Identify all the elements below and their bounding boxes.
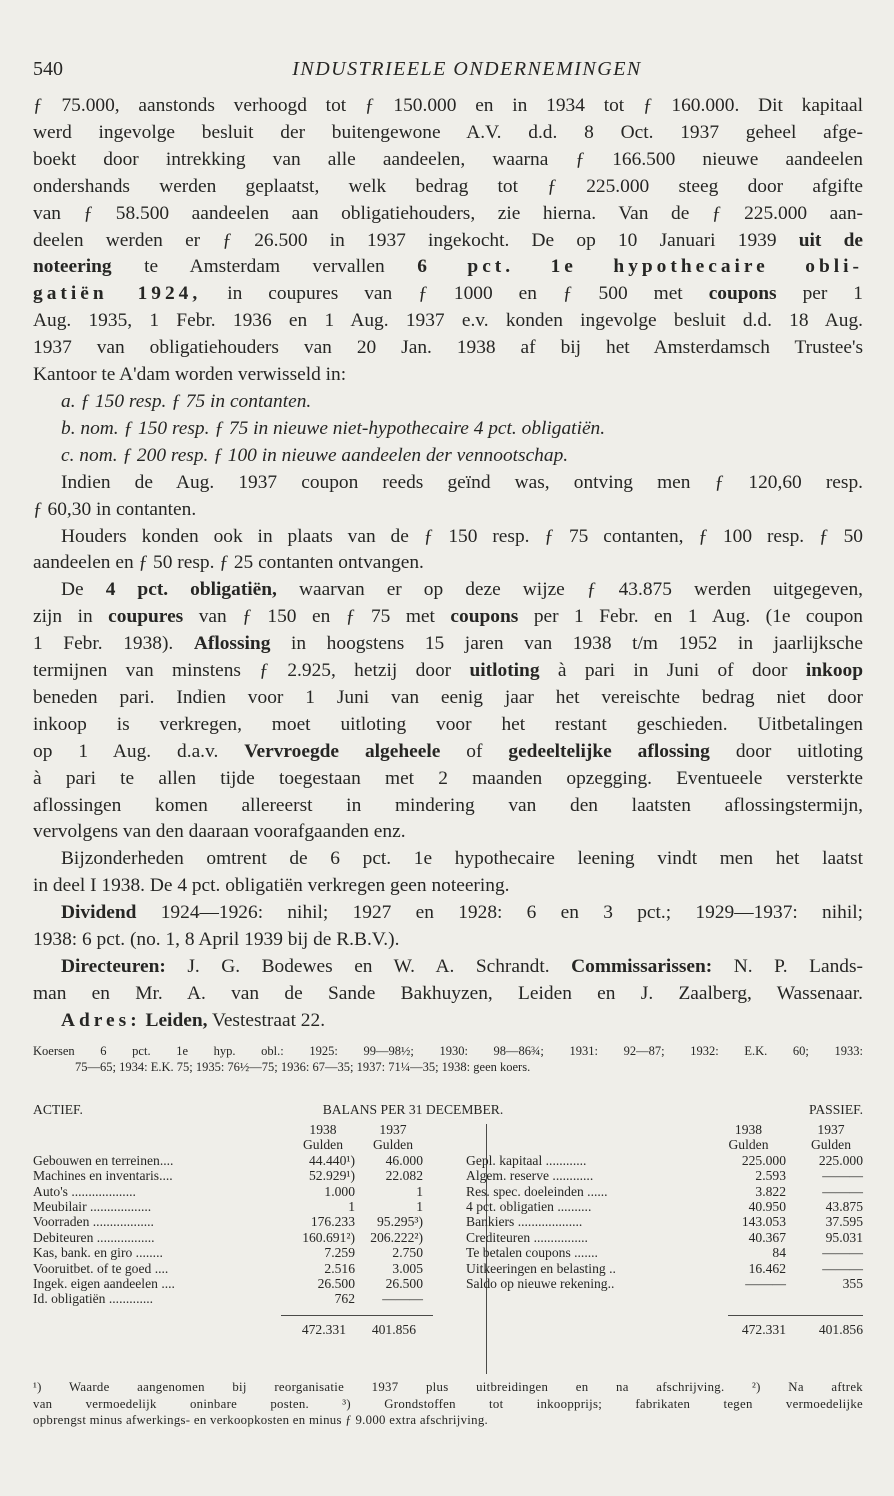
actief-row-label: Meubilair .................. — [33, 1198, 152, 1214]
spaced-bold-run: gatiën 1924, — [33, 283, 202, 305]
actief-row — [33, 1214, 473, 1229]
unit-label: Gulden — [302, 1137, 344, 1153]
total-actief-1938: 472.331 — [301, 1321, 346, 1337]
total-passief-1937: 401.856 — [818, 1321, 863, 1337]
actief-value-1938: 7.259 — [324, 1245, 355, 1261]
text-line: 1937 van obligatiehouders van 20 Jan. 1938 af bij het Amsterdamsch Trustee's — [33, 337, 863, 359]
actief-value-1938: 1.000 — [324, 1183, 355, 1199]
text-line: in deel I 1938. De 4 pct. obligatiën verkregen geen noteering. — [33, 875, 510, 897]
unit-label: Gulden — [372, 1137, 414, 1153]
text-line — [33, 658, 863, 685]
actief-row-label: Id. obligatiën ............. — [33, 1291, 154, 1307]
bold-run: uitloting — [469, 660, 540, 682]
bold-run: Directeuren: — [61, 956, 166, 977]
text-line: ƒ 60,30 in contanten. — [33, 498, 197, 520]
actief-column — [33, 1122, 473, 1337]
text-run: 1 Febr. 1938). — [33, 633, 174, 655]
actief-row-label: Gebouwen en terreinen.... — [33, 1152, 174, 1168]
passief-row-label: 4 pct. obligatien .......... — [466, 1198, 592, 1214]
text-run: te Amsterdam vervallen — [144, 256, 385, 278]
text-line: werd ingevolge besluit der buitengewone A.V. d.d. 8 Oct. 1937 geheel afge- — [33, 121, 863, 143]
text-line — [33, 739, 863, 766]
text-run: per 1 — [802, 283, 864, 305]
text-line: inkoop is verkregen, moet uitloting voor het restant geschieden. Uitbetalingen — [33, 713, 863, 735]
passief-row — [466, 1230, 863, 1245]
actief-row-label: Vooruitbet. of te goed .... — [33, 1260, 169, 1276]
actief-row-label: Debiteuren ................. — [33, 1229, 155, 1245]
actief-row — [33, 1245, 473, 1260]
bold-run: Commissarissen: — [571, 956, 713, 977]
text-run: door uitloting — [735, 740, 863, 762]
passief-row — [466, 1153, 863, 1168]
actief-row — [33, 1168, 473, 1183]
passief-row-label: Algem. reserve ............ — [466, 1168, 594, 1184]
passief-row-label: Gepl. kapitaal ............ — [466, 1152, 587, 1168]
total-actief-1937: 401.856 — [371, 1321, 416, 1337]
passief-value-1938: 40.367 — [748, 1229, 786, 1245]
passief-column — [466, 1122, 863, 1337]
actief-row-label: Ingek. eigen aandeelen .... — [33, 1275, 175, 1291]
text-line: à pari te allen tijde toegestaan met 2 maanden opzegging. Eventueele versterkte — [33, 767, 863, 789]
text-line — [33, 577, 863, 604]
bold-run: Dividend — [61, 902, 137, 924]
text-line — [33, 604, 863, 631]
passief-row-label: Bankiers ................... — [466, 1214, 583, 1230]
passief-value-1937: ——— — [822, 1168, 863, 1184]
running-title: INDUSTRIEELE ONDERNEMINGEN — [292, 58, 642, 80]
actief-value-1938: 160.691²) — [302, 1229, 355, 1245]
text-run: zijn in — [33, 606, 93, 628]
unit-label: Gulden — [810, 1137, 852, 1153]
actief-row — [33, 1291, 473, 1306]
text-run: op 1 Aug. d.a.v. — [33, 740, 219, 762]
koersen-block — [33, 1043, 863, 1075]
list-item: c. nom. ƒ 200 resp. ƒ 100 in nieuwe aandeelen der vennootschap. — [61, 444, 569, 466]
text-run: deelen werden er ƒ 26.500 in 1937 ingekocht. De op 10 Januari 1939 — [33, 229, 777, 251]
total-rule — [728, 1315, 863, 1316]
passief-value-1938: 143.053 — [741, 1214, 786, 1230]
text-line — [33, 1008, 863, 1035]
text-run: in hoogstens 15 jaren van 1938 t/m 1952 in jaarlijksche — [291, 633, 863, 655]
koersen-line: 75—65; 1934: E.K. 75; 1935: 76½—75; 1936: 67—35; 1937: 71¼—35; 1938: geen koers. — [75, 1060, 531, 1074]
footnote-line: ¹) Waarde aangenomen bij reorganisatie 1937 plus uitbreidingen en na afschrijving. ²) Na aftrek — [33, 1380, 863, 1394]
text-line: Kantoor te A'dam worden verwisseld in: — [33, 364, 347, 386]
text-line: aflossingen komen allereerst in mindering van den laatsten aflossingstermijn, — [33, 794, 863, 816]
total-passief-1938: 472.331 — [741, 1321, 786, 1337]
text-line: Aug. 1935, 1 Febr. 1936 en 1 Aug. 1937 e.v. konden ingevolge besluit d.d. 18 Aug. — [33, 310, 863, 332]
unit-row — [33, 1137, 473, 1152]
footnote-line: opbrengst minus afwerkings- en verkoopkosten en minus ƒ 9.000 extra afschrijving. — [33, 1413, 489, 1427]
text-run: per 1 Febr. en 1 Aug. (1e coupon — [533, 606, 864, 628]
text-run: waarvan er op deze wijze ƒ 43.875 werden uitgegeven, — [298, 579, 863, 601]
koersen-line: Koersen 6 pct. 1e hyp. obl.: 1925: 99—98½; 1930: 98—86¾; 1931: 92—87; 1932: E.K. 60; 1933: — [33, 1044, 863, 1058]
passief-value-1938: 225.000 — [741, 1152, 786, 1168]
text-line: ƒ 75.000, aanstonds verhoogd tot ƒ 150.000 en in 1934 tot ƒ 160.000. Dit kapitaal — [33, 95, 863, 116]
text-line: Houders konden ook in plaats van de ƒ 150 resp. ƒ 75 contanten, ƒ 100 resp. ƒ 50 — [61, 525, 863, 547]
actief-label: ACTIEF. — [33, 1102, 83, 1117]
passief-value-1938: 40.950 — [748, 1198, 786, 1214]
text-line — [33, 281, 863, 308]
page-header — [33, 58, 861, 88]
actief-value-1937: 26.500 — [385, 1275, 423, 1291]
passief-row — [466, 1245, 863, 1260]
passief-row — [466, 1199, 863, 1214]
actief-row — [33, 1276, 473, 1291]
passief-value-1937: 37.595 — [825, 1214, 863, 1230]
text-run: termijnen van minstens ƒ 2.925, hetzij door — [33, 660, 452, 682]
body-text — [33, 93, 863, 1035]
actief-row-label: Voorraden .................. — [33, 1214, 154, 1230]
bold-run: coupons — [450, 606, 519, 628]
passief-value-1937: ——— — [822, 1245, 863, 1261]
passief-row — [466, 1184, 863, 1199]
list-item: a. ƒ 150 resp. ƒ 75 in contanten. — [61, 390, 312, 412]
text-line: Indien de Aug. 1937 coupon reeds geïnd was, ontving men ƒ 120,60 resp. — [61, 471, 863, 493]
text-line: beneden pari. Indien voor 1 Juni van eenig jaar het vereischte bedrag niet door — [33, 686, 863, 708]
passief-row — [466, 1276, 863, 1291]
text-line: van ƒ 58.500 aandeelen aan obligatiehouders, zie hierna. Van de ƒ 225.000 aan- — [33, 202, 863, 224]
passief-row-label: Uitkeeringen en belasting .. — [466, 1260, 616, 1276]
balance-title: BALANS PER 31 DECEMBER. — [322, 1102, 504, 1117]
passief-value-1937: 355 — [842, 1275, 863, 1291]
passief-label: PASSIEF. — [809, 1102, 863, 1117]
text-line: Bijzonderheden omtrent de 6 pct. 1e hypothecaire leening vindt men het laatst — [61, 848, 863, 870]
text-line — [33, 631, 863, 658]
bold-run: coupures — [108, 606, 184, 628]
list-item: b. nom. ƒ 150 resp. ƒ 75 in nieuwe niet-hypothecaire 4 pct. obligatiën. — [61, 417, 606, 439]
year-1937: 1937 — [817, 1122, 845, 1137]
passief-row — [466, 1168, 863, 1183]
footnote-line: van vermoedelijk oninbare posten. ³) Grondstoffen tot inkoopprijs; fabrikaten tegen vermoedelijke — [33, 1396, 863, 1411]
passief-row-label: Te betalen coupons ....... — [466, 1245, 598, 1261]
year-1938: 1938 — [734, 1122, 763, 1137]
text-run: Vestestraat 22. — [211, 1009, 326, 1031]
bold-run: uit de — [798, 229, 863, 251]
passief-value-1938: 16.462 — [748, 1260, 786, 1276]
actief-value-1937: 2.750 — [392, 1245, 423, 1261]
actief-row — [33, 1153, 473, 1168]
actief-value-1937: 3.005 — [392, 1260, 423, 1276]
passief-value-1938: ——— — [745, 1275, 786, 1291]
text-line — [33, 254, 863, 281]
actief-value-1938: 762 — [334, 1291, 355, 1307]
actief-row — [33, 1230, 473, 1245]
passief-total-row — [466, 1322, 863, 1337]
bold-run: inkoop — [805, 660, 864, 682]
actief-total-row — [33, 1322, 473, 1337]
actief-value-1937: 22.082 — [385, 1168, 423, 1184]
text-line: vervolgens van den daaraan voorafgaanden enz. — [33, 821, 406, 843]
bold-run: 4 pct. obligatiën, — [105, 579, 277, 601]
actief-value-1938: 2.516 — [324, 1260, 355, 1276]
text-run: in coupures van ƒ 1000 en ƒ 500 met — [227, 283, 683, 305]
text-run: of — [466, 740, 483, 762]
text-line — [33, 954, 863, 981]
year-row — [33, 1122, 473, 1137]
actief-value-1937: 206.222²) — [370, 1229, 423, 1245]
text-line: aandeelen en ƒ 50 resp. ƒ 25 contanten ontvangen. — [33, 552, 424, 574]
actief-row-label: Auto's ................... — [33, 1183, 136, 1199]
passief-row — [466, 1214, 863, 1229]
actief-rows — [33, 1153, 473, 1307]
actief-value-1938: 26.500 — [317, 1275, 355, 1291]
text-line: ondershands werden geplaatst, welk bedrag tot ƒ 225.000 steeg door afgifte — [33, 175, 863, 197]
text-run: 1924—1926: nihil; 1927 en 1928: 6 en 3 pct.; 1929—1937: nihil; — [160, 902, 864, 924]
footnotes — [33, 1379, 863, 1429]
actief-row — [33, 1199, 473, 1214]
text-run: à pari in Juni of door — [557, 660, 788, 682]
passief-value-1937: 95.031 — [825, 1229, 863, 1245]
bold-run: gedeeltelijke aflossing — [508, 740, 710, 762]
text-run: van ƒ 150 en ƒ 75 met — [198, 606, 435, 628]
actief-row-label: Kas, bank. en giro ........ — [33, 1245, 163, 1261]
year-row — [466, 1122, 863, 1137]
bold-run: coupons — [708, 283, 777, 305]
page-number: 540 — [33, 58, 63, 80]
total-rule — [281, 1315, 433, 1316]
spaced-bold-run: Adres: — [61, 1009, 141, 1031]
actief-value-1937: 95.295³) — [377, 1214, 423, 1230]
actief-value-1937: 1 — [416, 1183, 423, 1199]
year-1938: 1938 — [309, 1122, 337, 1137]
balance-sheet — [33, 1102, 863, 1337]
actief-row — [33, 1184, 473, 1199]
actief-row-label: Machines en inventaris.... — [33, 1168, 173, 1184]
actief-value-1938: 1 — [348, 1198, 355, 1214]
passief-value-1937: ——— — [822, 1260, 863, 1276]
passief-row — [466, 1261, 863, 1276]
actief-value-1937: 46.000 — [385, 1152, 423, 1168]
text-line: 1938: 6 pct. (no. 1, 8 April 1939 bij de R.B.V.). — [33, 929, 400, 951]
spaced-bold-run: 6 pct. 1e hypothecaire obli- — [417, 256, 863, 278]
passief-value-1938: 3.822 — [755, 1183, 786, 1199]
text-line: man en Mr. A. van de Sande Bakhuyzen, Leiden en J. Zaalberg, Wassenaar. — [33, 982, 863, 1004]
passief-row-label: Saldo op nieuwe rekening.. — [466, 1275, 615, 1291]
text-line: boekt door intrekking van alle aandeelen, waarna ƒ 166.500 nieuwe aandeelen — [33, 148, 863, 170]
actief-value-1937: 1 — [416, 1198, 423, 1214]
passief-value-1937: 225.000 — [818, 1152, 863, 1168]
passief-rows — [466, 1153, 863, 1292]
balance-header — [33, 1102, 863, 1120]
text-run: J. G. Bodewes en W. A. Schrandt. — [187, 956, 550, 977]
passief-value-1937: 43.875 — [825, 1198, 863, 1214]
unit-row — [466, 1137, 863, 1152]
actief-value-1938: 52.929¹) — [309, 1168, 355, 1184]
text-run: N. P. Lands- — [733, 956, 863, 977]
passief-row-label: Crediteuren ................ — [466, 1229, 588, 1245]
bold-run: Aflossing — [193, 633, 271, 655]
bold-run: noteering — [33, 256, 112, 278]
passief-value-1937: ——— — [822, 1183, 863, 1199]
text-line — [33, 900, 863, 927]
actief-value-1938: 44.440¹) — [309, 1152, 355, 1168]
passief-value-1938: 84 — [772, 1245, 786, 1261]
actief-row — [33, 1261, 473, 1276]
text-line — [33, 228, 863, 255]
unit-label: Gulden — [728, 1137, 769, 1153]
actief-value-1938: 176.233 — [310, 1214, 355, 1230]
bold-run: Leiden, — [145, 1009, 208, 1031]
bold-run: Vervroegde algeheele — [244, 740, 441, 762]
passief-row-label: Res. spec. doeleinden ...... — [466, 1183, 608, 1199]
text-run: De — [61, 579, 84, 601]
year-1937: 1937 — [379, 1122, 407, 1137]
passief-value-1938: 2.593 — [755, 1168, 786, 1184]
actief-value-1937: ——— — [382, 1291, 423, 1307]
